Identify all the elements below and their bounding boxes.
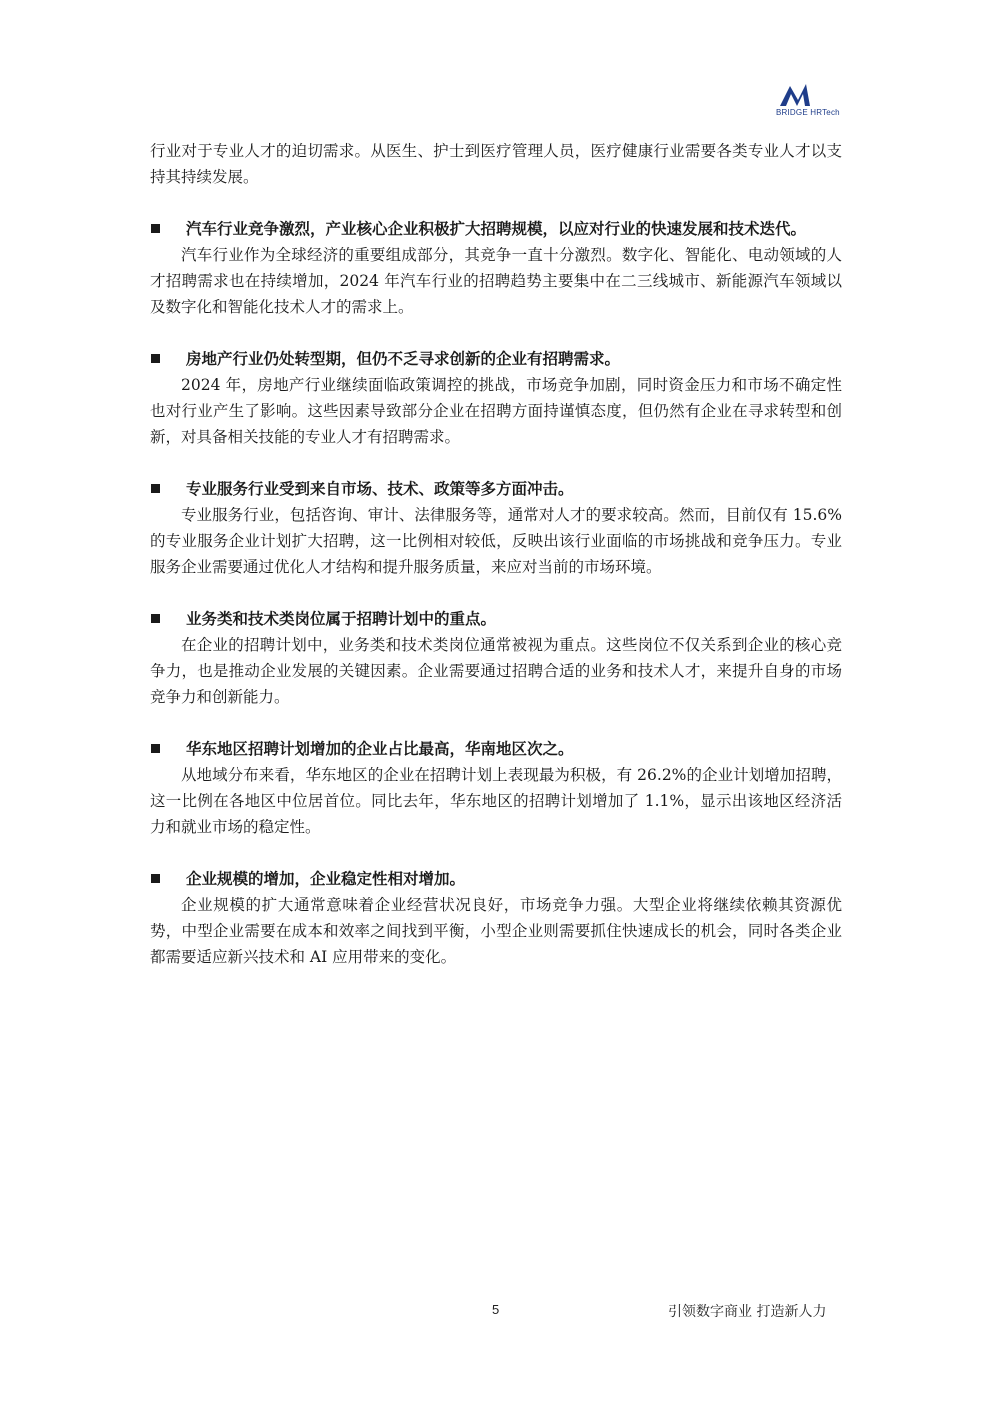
footer-slogan: 引领数字商业 打造新人力 [668, 1304, 827, 1320]
section-body: 从地域分布来看，华东地区的企业在招聘计划上表现最为积极，有 26.2%的企业计划增加招聘，这一比例在各地区中位居首位。同比去年，华东地区的招聘计划增加了 1.1%，显示出该地区经济活力和就业市场的稳定性。 [150, 766, 842, 836]
section-heading-text: 企业规模的增加，企业稳定性相对增加。 [186, 870, 466, 888]
section-body: 2024 年，房地产行业继续面临政策调控的挑战，市场竞争加剧，同时资金压力和市场不确定性也对行业产生了影响。这些因素导致部分企业在招聘方面持谨慎态度，但仍然有企业在寻求转型和创新，对具备相关技能的专业人才有招聘需求。 [150, 376, 842, 446]
section-regional [150, 736, 842, 840]
intro-paragraph: 行业对于专业人才的迫切需求。从医生、护士到医疗管理人员，医疗健康行业需要各类专业人才以支持其持续发展。 [150, 142, 842, 186]
square-bullet-icon [151, 874, 160, 883]
square-bullet-icon [151, 744, 160, 753]
section-automotive [150, 216, 842, 320]
section-heading [150, 736, 842, 762]
section-body: 汽车行业作为全球经济的重要组成部分，其竞争一直十分激烈。数字化、智能化、电动领域的人才招聘需求也在持续增加，2024 年汽车行业的招聘趋势主要集中在二三线城市、新能源汽车领域以及数字化和智能化技术人才的需求上。 [150, 246, 842, 316]
square-bullet-icon [151, 354, 160, 363]
section-body: 专业服务行业，包括咨询、审计、法律服务等，通常对人才的要求较高。然而，目前仅有 15.6%的专业服务企业计划扩大招聘，这一比例相对较低，反映出该行业面临的市场挑战和竞争压力。专业服务企业需要通过优化人才结构和提升服务质量，来应对当前的市场环境。 [150, 506, 842, 576]
square-bullet-icon [151, 614, 160, 623]
document-body [150, 138, 842, 970]
section-heading-text: 汽车行业竞争激烈，产业核心企业积极扩大招聘规模，以应对行业的快速发展和技术迭代。 [186, 220, 807, 238]
square-bullet-icon [151, 224, 160, 233]
logo-caption: BRIDGE HRTech [776, 108, 840, 117]
section-key-positions [150, 606, 842, 710]
section-heading [150, 606, 842, 632]
section-heading-text: 华东地区招聘计划增加的企业占比最高，华南地区次之。 [186, 740, 574, 758]
section-body: 在企业的招聘计划中，业务类和技术类岗位通常被视为重点。这些岗位不仅关系到企业的核心竞争力，也是推动企业发展的关键因素。企业需要通过招聘合适的业务和技术人才，来提升自身的市场竞争力和创新能力。 [150, 636, 842, 706]
section-heading-text: 业务类和技术类岗位属于招聘计划中的重点。 [186, 610, 497, 628]
square-bullet-icon [151, 484, 160, 493]
section-heading [150, 216, 842, 242]
section-heading [150, 346, 842, 372]
section-heading [150, 866, 842, 892]
section-body: 企业规模的扩大通常意味着企业经营状况良好，市场竞争力强。大型企业将继续依赖其资源优势，中型企业需要在成本和效率之间找到平衡，小型企业则需要抓住快速成长的机会，同时各类企业都需要适应新兴技术和 AI 应用带来的变化。 [150, 896, 842, 966]
section-heading-text: 专业服务行业受到来自市场、技术、政策等多方面冲击。 [186, 480, 574, 498]
section-real-estate [150, 346, 842, 450]
section-heading-text: 房地产行业仍处转型期，但仍不乏寻求创新的企业有招聘需求。 [186, 350, 621, 368]
page-number: 5 [492, 1302, 500, 1317]
section-heading [150, 476, 842, 502]
section-enterprise-scale [150, 866, 842, 970]
section-professional-services [150, 476, 842, 580]
